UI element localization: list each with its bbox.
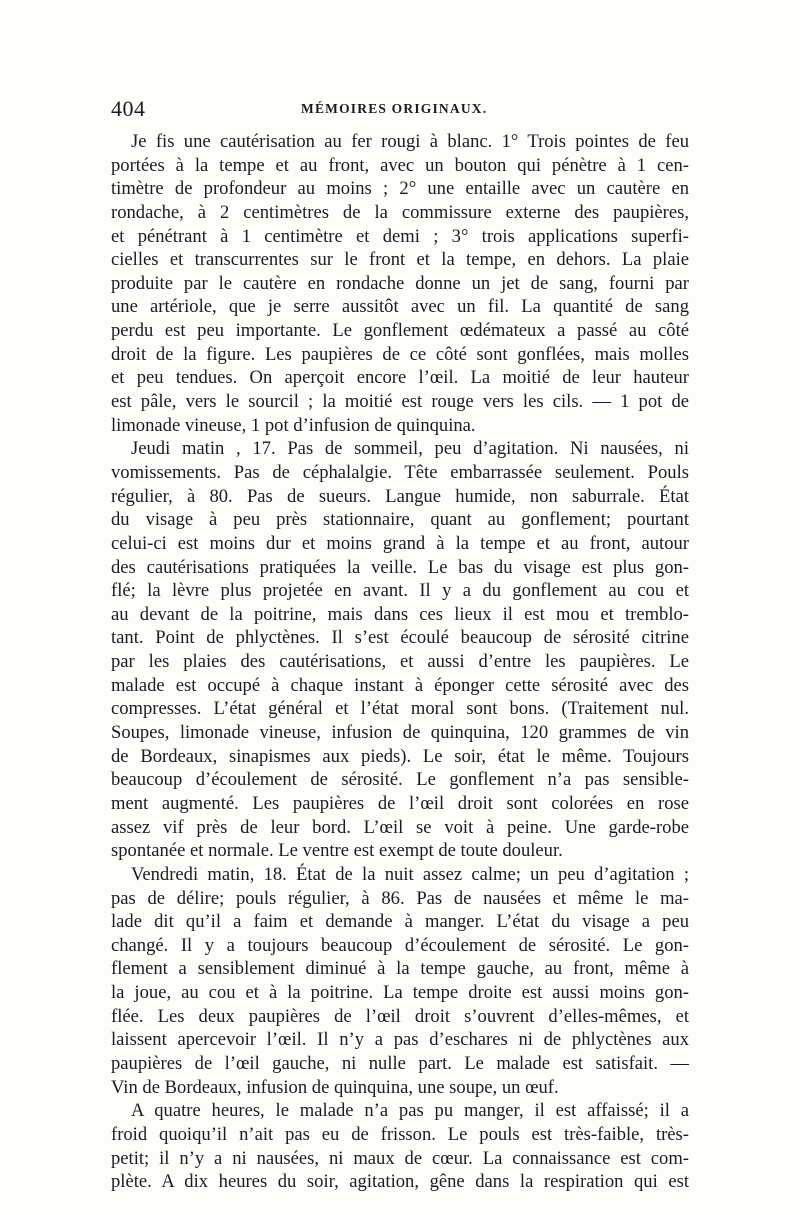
text-line: compresses. L’état général et l’état moral sont bons. (Traitement nul. bbox=[111, 698, 689, 720]
body-text bbox=[111, 130, 689, 1194]
text-line: assez vif près de leur bord. L’œil se voit à peine. Une garde-robe bbox=[111, 816, 689, 838]
text-line: celui-ci est moins dur et moins grand à la tempe et au front, autour bbox=[111, 532, 689, 554]
text-line: vomissements. Pas de céphalalgie. Tête embarrassée seulement. Pouls bbox=[111, 461, 689, 483]
text-line: est pâle, vers le sourcil ; la moitié est rouge vers les cils. — 1 pot de bbox=[111, 391, 689, 413]
text-line: par les plaies des cautérisations, et aussi d’entre les paupières. Le bbox=[111, 651, 689, 673]
text-line: Je fis une cautérisation au fer rougi à blanc. 1° Trois pointes de feu bbox=[131, 131, 689, 152]
text-line: paupières de l’œil gauche, ni nulle part. Le malade est satisfait. — bbox=[111, 1052, 689, 1074]
text-line: portées à la tempe et au front, avec un bouton qui pénètre à 1 cen- bbox=[111, 154, 689, 176]
text-line: des cautérisations pratiquées la veille. Le bas du visage est plus gon- bbox=[111, 556, 689, 578]
text-line: droit de la figure. Les paupières de ce côté sont gonflées, mais molles bbox=[111, 343, 689, 365]
text-line: régulier, à 80. Pas de sueurs. Langue humide, non saburrale. État bbox=[111, 485, 689, 507]
text-line: de Bordeaux, sinapismes aux pieds). Le soir, état le même. Toujours bbox=[111, 745, 689, 767]
text-line: Soupes, limonade vineuse, infusion de quinquina, 120 grammes de vin bbox=[111, 722, 689, 744]
text-line: limonade vineuse, 1 pot d’infusion de quinquina. bbox=[111, 414, 476, 436]
text-line: tant. Point de phlyctènes. Il s’est écoulé beaucoup de sérosité citrine bbox=[111, 627, 689, 649]
text-line: Vin de Bordeaux, infusion de quinquina, une soupe, un œuf. bbox=[111, 1076, 559, 1098]
text-line: la joue, au cou et à la poitrine. La tempe droite est aussi moins gon- bbox=[111, 982, 689, 1004]
text-line: lade dit qu’il a faim et demande à manger. L’état du visage a peu bbox=[111, 911, 689, 933]
text-line: spontanée et normale. Le ventre est exempt de toute douleur. bbox=[111, 840, 563, 862]
text-line: du visage à peu près stationnaire, quant au gonflement; pourtant bbox=[111, 509, 689, 531]
text-line: malade est occupé à chaque instant à éponger cette sérosité avec des bbox=[111, 674, 689, 696]
text-line: une artériole, que je serre aussitôt avec un fil. La quantité de sang bbox=[111, 296, 689, 318]
running-title: MÉMOIRES ORIGINAUX. bbox=[301, 101, 488, 116]
text-line: beaucoup d’écoulement de sérosité. Le gonflement n’a pas sensible- bbox=[111, 769, 689, 791]
text-line: ment augmenté. Les paupières de l’œil droit sont colorées en rose bbox=[111, 792, 689, 814]
text-line: changé. Il y a toujours beaucoup d’écoulement de sérosité. Le gon- bbox=[111, 934, 689, 956]
text-line: petit; il n’y a ni nausées, ni maux de cœur. La connaissance est com- bbox=[111, 1147, 689, 1169]
text-line: flé; la lèvre plus projetée en avant. Il y a du gonflement au cou et bbox=[111, 580, 689, 602]
page-number: 404 bbox=[111, 96, 146, 121]
text-line: Vendredi matin, 18. État de la nuit assez calme; un peu d’agitation ; bbox=[131, 863, 689, 885]
text-line: froid quoiqu’il n’ait pas eu de frisson. Le pouls est très-faible, très- bbox=[111, 1123, 689, 1145]
text-line: cielles et transcurrentes sur le front et la tempe, en dehors. La plaie bbox=[111, 249, 689, 271]
text-line: produite par le cautère en rondache donne un jet de sang, fourni par bbox=[111, 272, 689, 294]
text-line: flée. Les deux paupières de l’œil droit s’ouvrent d’elles-mêmes, et bbox=[111, 1005, 689, 1027]
text-line: plète. A dix heures du soir, agitation, gêne dans la respiration qui est bbox=[111, 1171, 689, 1193]
text-line: au devant de la poitrine, mais dans ces lieux il est mou et tremblo- bbox=[111, 603, 689, 625]
text-line: et pénétrant à 1 centimètre et demi ; 3° trois applications superfi- bbox=[111, 225, 689, 247]
text-line: timètre de profondeur au moins ; 2° une entaille avec un cautère en bbox=[111, 178, 689, 200]
text-line: Jeudi matin , 17. Pas de sommeil, peu d’agitation. Ni nausées, ni bbox=[131, 438, 689, 460]
text-line: rondache, à 2 centimètres de la commissure externe des paupières, bbox=[111, 201, 689, 223]
text-line: perdu est peu importante. Le gonflement œdémateux a passé au côté bbox=[111, 320, 689, 342]
text-line: flement a sensiblement diminué à la tempe gauche, au front, même à bbox=[111, 958, 689, 980]
text-line: et peu tendues. On aperçoit encore l’œil. La moitié de leur hauteur bbox=[111, 367, 689, 389]
text-line: A quatre heures, le malade n’a pas pu manger, il est affaissé; il a bbox=[131, 1100, 689, 1122]
page-header bbox=[111, 96, 689, 126]
text-line: pas de délire; pouls régulier, à 86. Pas de nausées et même le ma- bbox=[111, 887, 689, 909]
text-line: laissent apercevoir l’œil. Il n’y a pas d’eschares ni de phlyctènes aux bbox=[111, 1029, 689, 1051]
